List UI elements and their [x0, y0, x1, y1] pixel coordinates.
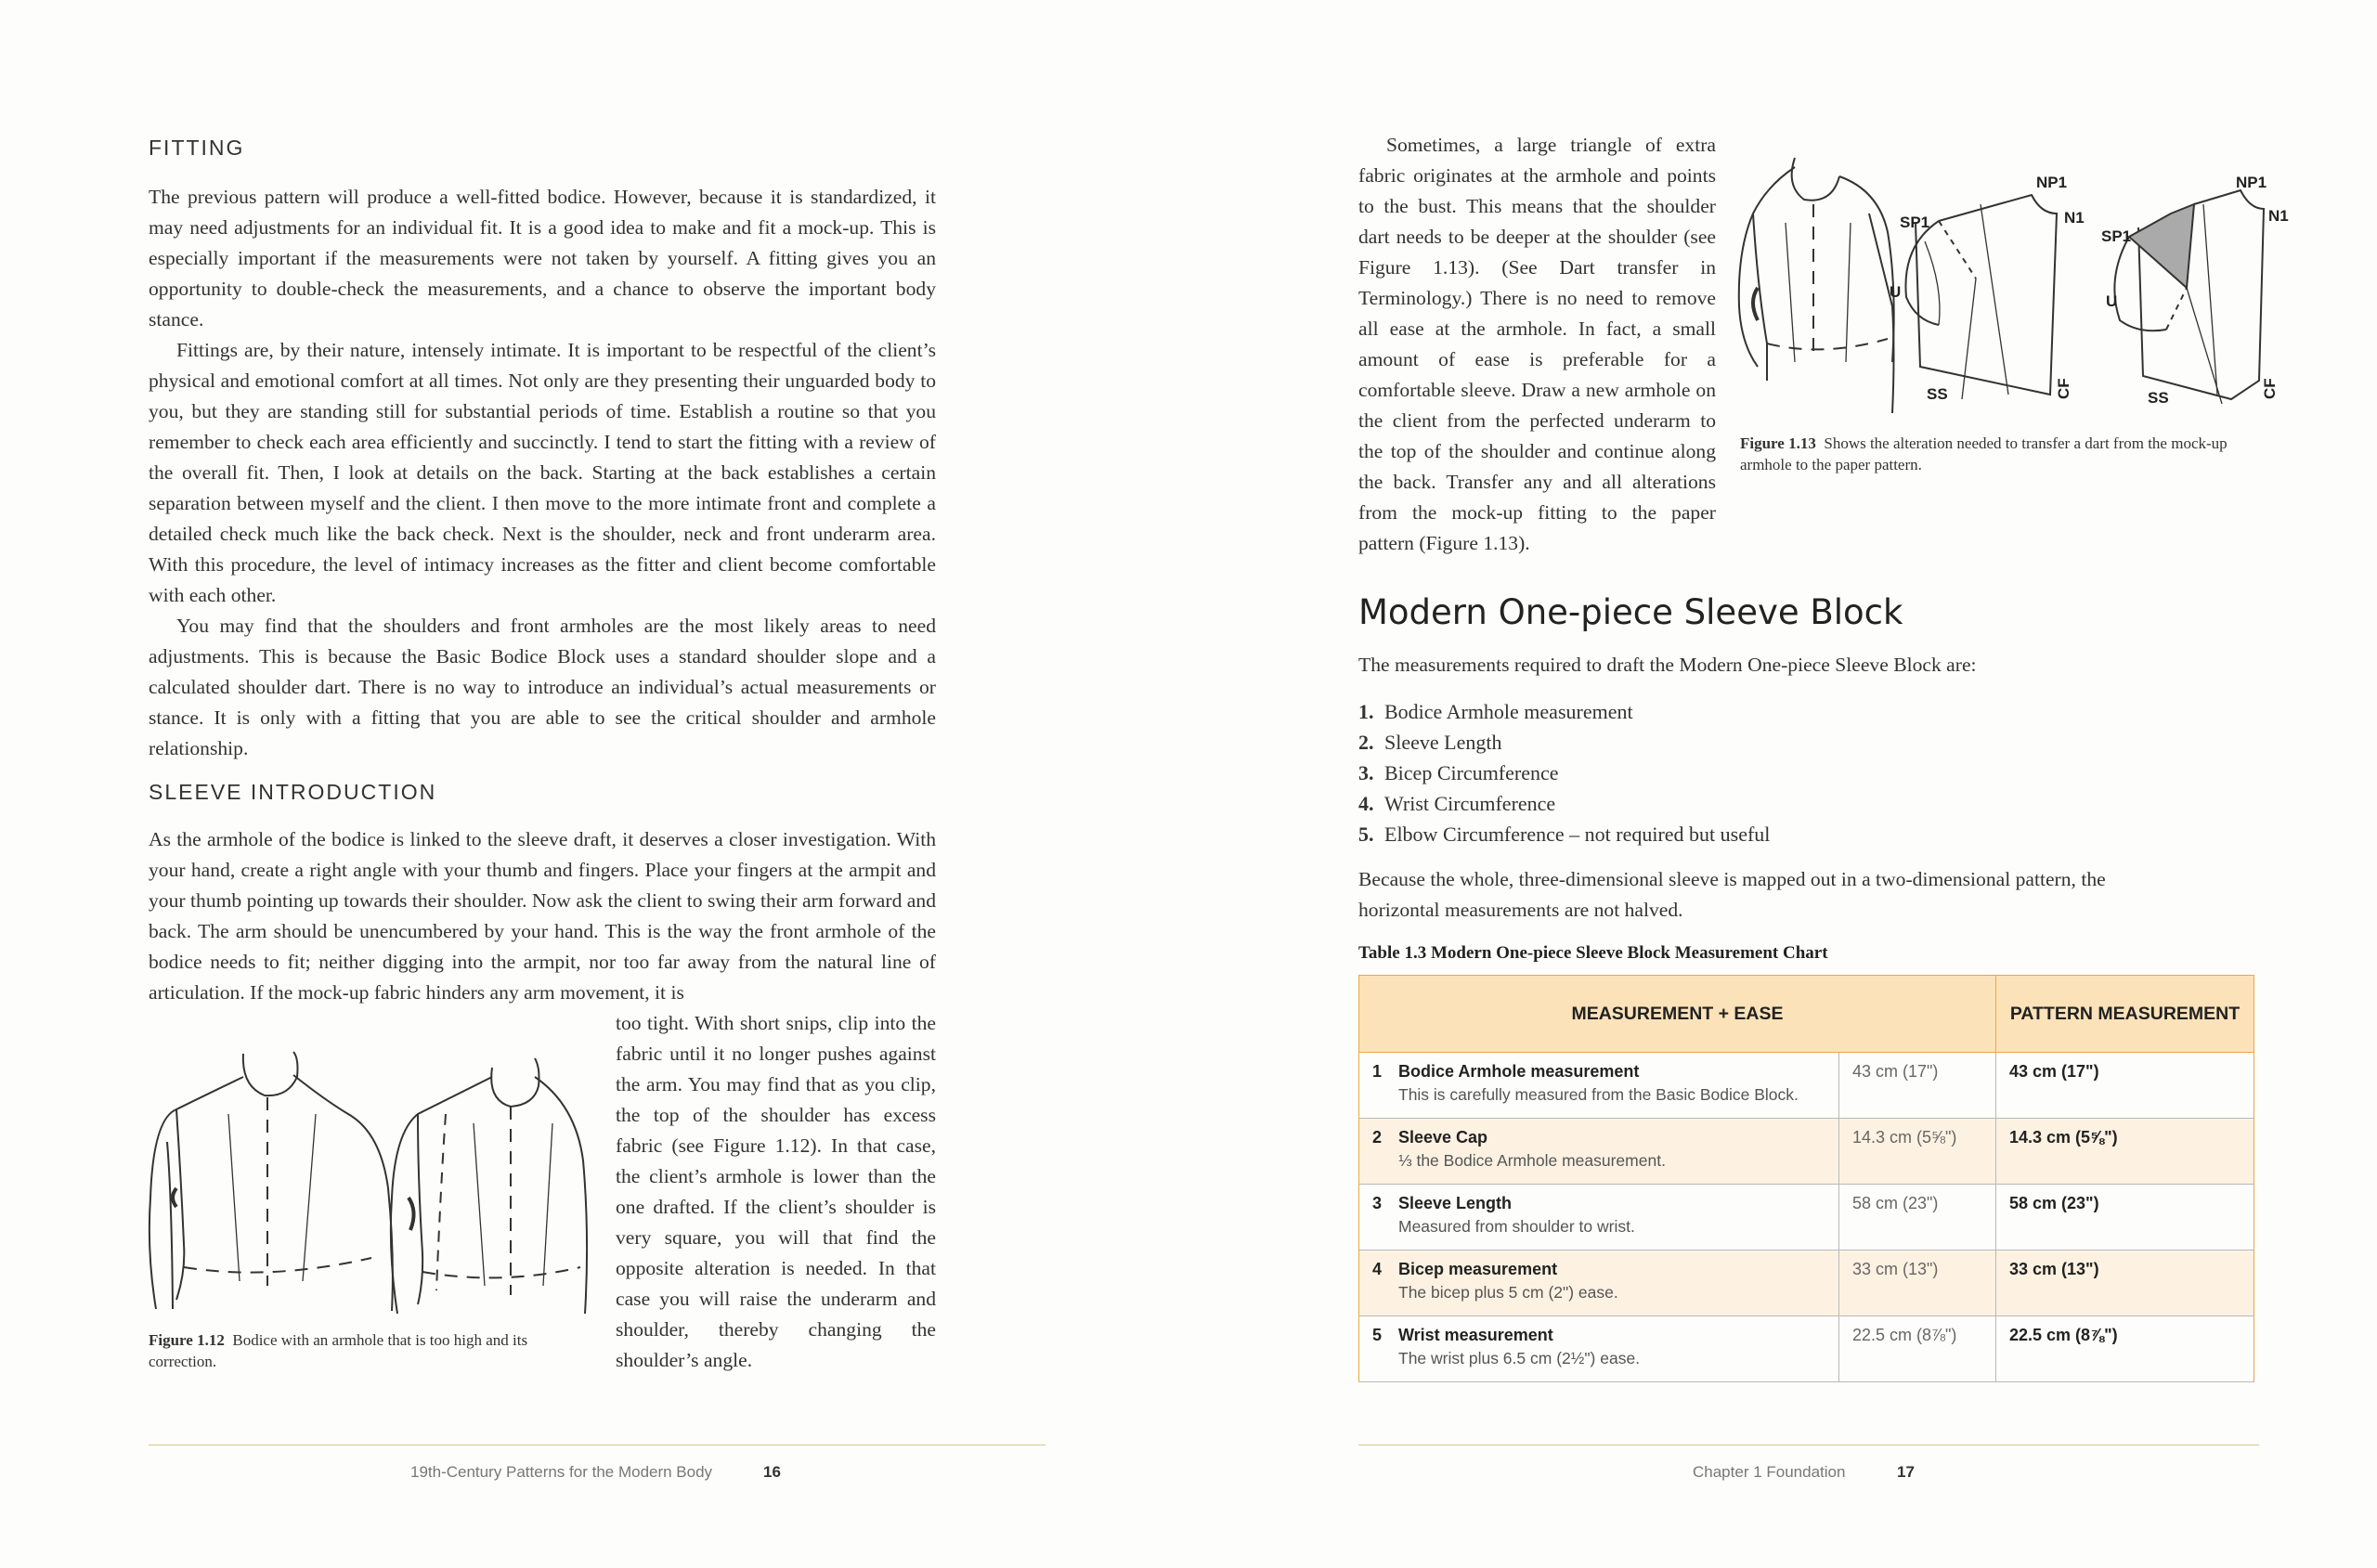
section-intro: The measurements required to draft the Modern One-piece Sleeve Block are:: [1358, 654, 1977, 676]
list-item: 3. Bicep Circumference: [1358, 761, 1559, 784]
measurement-list: [1358, 696, 1770, 849]
table-row: 1 Bodice Armhole measurement This is carefully measured from the Basic Bodice Block. 43 cm (17") 43 cm (17"): [1359, 1053, 2254, 1119]
label-n1: N1: [2064, 209, 2085, 227]
fitting-heading: FITTING: [149, 136, 245, 160]
label-u: U: [2106, 292, 2118, 310]
list-item: 2. Sleeve Length: [1358, 731, 1502, 754]
label-u: U: [1890, 283, 1902, 301]
left-page: [0, 0, 1188, 1568]
right-page: [1188, 0, 2377, 1568]
figure-1-13-caption: [1740, 433, 2260, 475]
label-ss: SS: [1927, 385, 1948, 403]
armhole-text: [1358, 130, 1716, 559]
list-item: 1. Bodice Armhole measurement: [1358, 700, 1633, 723]
measurement-chart-table: [1358, 975, 2254, 1382]
sleeve-paragraph: As the armhole of the bodice is linked to the sleeve draft, it deserves a closer investigation. With your hand, create a right angle with your thumb and fingers. Place your fingers at the armpit and your thumb pointing up towards their shoulder. Now ask the client to swing their arm forward and back. The arm should be unencumbered by your hand. This is the way the front armhole of the bodice needs to fit; neither digging into the armpit, nor too far away from the natural line of articulation. If the mock-up fabric hinders any arm movement, it is: [149, 828, 936, 1004]
sleeve-intro-heading: SLEEVE INTRODUCTION: [149, 780, 437, 804]
label-cf: CF: [2261, 378, 2279, 399]
label-n1: N1: [2268, 207, 2289, 225]
label-np1: NP1: [2236, 174, 2267, 191]
fitting-paragraph: You may find that the shoulders and front armholes are the most likely areas to need adjustments. This is because the Basic Bodice Block uses a standard shoulder slope and a calculated shoulder dart. There is no way to introduce an individual’s actual measurements or stance. It is only with a fitting that you are able to see the critical shoulder and armhole relationship.: [149, 615, 936, 759]
table-title: Table 1.3 Modern One-piece Sleeve Block Measurement Chart: [1358, 943, 1828, 963]
list-item: 4. Wrist Circumference: [1358, 792, 1556, 815]
fitting-text: [149, 182, 936, 764]
sleeve-paragraph-continued: too tight. With short snips, clip into the fabric until it no longer pushes against the arm. You may find that as you clip, the top of the shoulder has excess fabric (see Figure 1.12). In that case, the client’s armhole is lower than the one drafted. If the client’s shoulder is very square, you will that find the opposite alteration is needed. In that case you will raise the underarm and shoulder, thereby changing the shoulder’s angle.: [616, 1012, 936, 1371]
footer-book-title: 19th-Century Patterns for the Modern Body: [410, 1463, 713, 1481]
figure-1-13-illustration: [1730, 149, 2377, 427]
footer-page-number: 16: [763, 1463, 781, 1481]
figure-1-12-illustration: [139, 1049, 594, 1318]
fitting-paragraph: Fittings are, by their nature, intensely intimate. It is important to be respectful of the client’s physical and emotional comfort at all times. Not only are they presenting their unguarded body to you, but they are standing still for substantial periods of time. Establish a routine so that you remember to check each area efficiently and succinctly. I tend to start the fitting with a review of the overall fit. Then, I look at details on the back. Starting at the back establishes a certain separation between myself and the client. I then move to the more intimate front and complete a detailed check much like the back check. Next is the shoulder, neck and front underarm area. With this procedure, the level of intimacy increases as the fitter and client become comfortable with each other.: [149, 339, 936, 606]
footer-page-number: 17: [1897, 1463, 1915, 1481]
table-header-pattern: PATTERN MEASUREMENT: [1996, 976, 2254, 1053]
figure-1-12-label: Figure 1.12: [149, 1331, 225, 1349]
footer-chapter-title: Chapter 1 Foundation: [1693, 1463, 1846, 1481]
sleeve-intro-text-continued: [616, 1008, 936, 1376]
label-np1: NP1: [2036, 174, 2068, 191]
label-sp1: SP1: [1900, 214, 1930, 231]
fitting-paragraph: The previous pattern will produce a well-fitted bodice. However, because it is standardized, it may need adjustments for an individual fit. It is a good idea to make and fit a mock-up. This is especially important if the measurements were not taken by yourself. A fitting gives you an opportunity to double-check the measurements, and a chance to observe the important body stance.: [149, 186, 936, 330]
table-row: 3 Sleeve Length Measured from shoulder to wrist. 58 cm (23") 58 cm (23"): [1359, 1185, 2254, 1251]
table-row: 5 Wrist measurement The wrist plus 6.5 cm (2½") ease. 22.5 cm (8⅞") 22.5 cm (8⅞"): [1359, 1316, 2254, 1382]
after-list-text: Because the whole, three-dimensional sleeve is mapped out in a two-dimensional pattern, the horizontal measurements are not halved.: [1358, 868, 2106, 921]
figure-1-13-label: Figure 1.13: [1740, 434, 1816, 452]
table-row: 4 Bicep measurement The bicep plus 5 cm (2") ease. 33 cm (13") 33 cm (13"): [1359, 1251, 2254, 1316]
section-title: Modern One-piece Sleeve Block: [1358, 592, 1903, 632]
label-sp1: SP1: [2101, 227, 2132, 245]
label-ss: SS: [2148, 389, 2169, 407]
sleeve-intro-text: [149, 824, 936, 1008]
figure-1-12-caption-text: Bodice with an armhole that is too high and its correction.: [149, 1331, 528, 1370]
figure-1-13-caption-text: Shows the alteration needed to transfer a dart from the mock-up armhole to the paper pattern.: [1740, 434, 2228, 473]
armhole-paragraph: Sometimes, a large triangle of extra fabric originates at the armhole and points to the bust. This means that the shoulder dart needs to be deeper at the shoulder (see Figure 1.13). (See Dart transfer in Terminology.) There is no need to remove all ease at the armhole. In fact, a small amount of ease is preferable for a comfortable sleeve. Draw a new armhole on the client from the perfected underarm to the top of the shoulder and continue along the back. Transfer any and all alterations from the mock-up fitting to the paper pattern (Figure 1.13).: [1358, 134, 1716, 554]
figure-1-12-caption: [149, 1329, 594, 1372]
table-header-measurement: MEASUREMENT + EASE: [1359, 976, 1996, 1053]
table-row: 2 Sleeve Cap ⅓ the Bodice Armhole measurement. 14.3 cm (5⅝") 14.3 cm (5⅝"): [1359, 1119, 2254, 1185]
list-item: 5. Elbow Circumference – not required but useful: [1358, 823, 1771, 846]
label-cf: CF: [2055, 378, 2072, 399]
